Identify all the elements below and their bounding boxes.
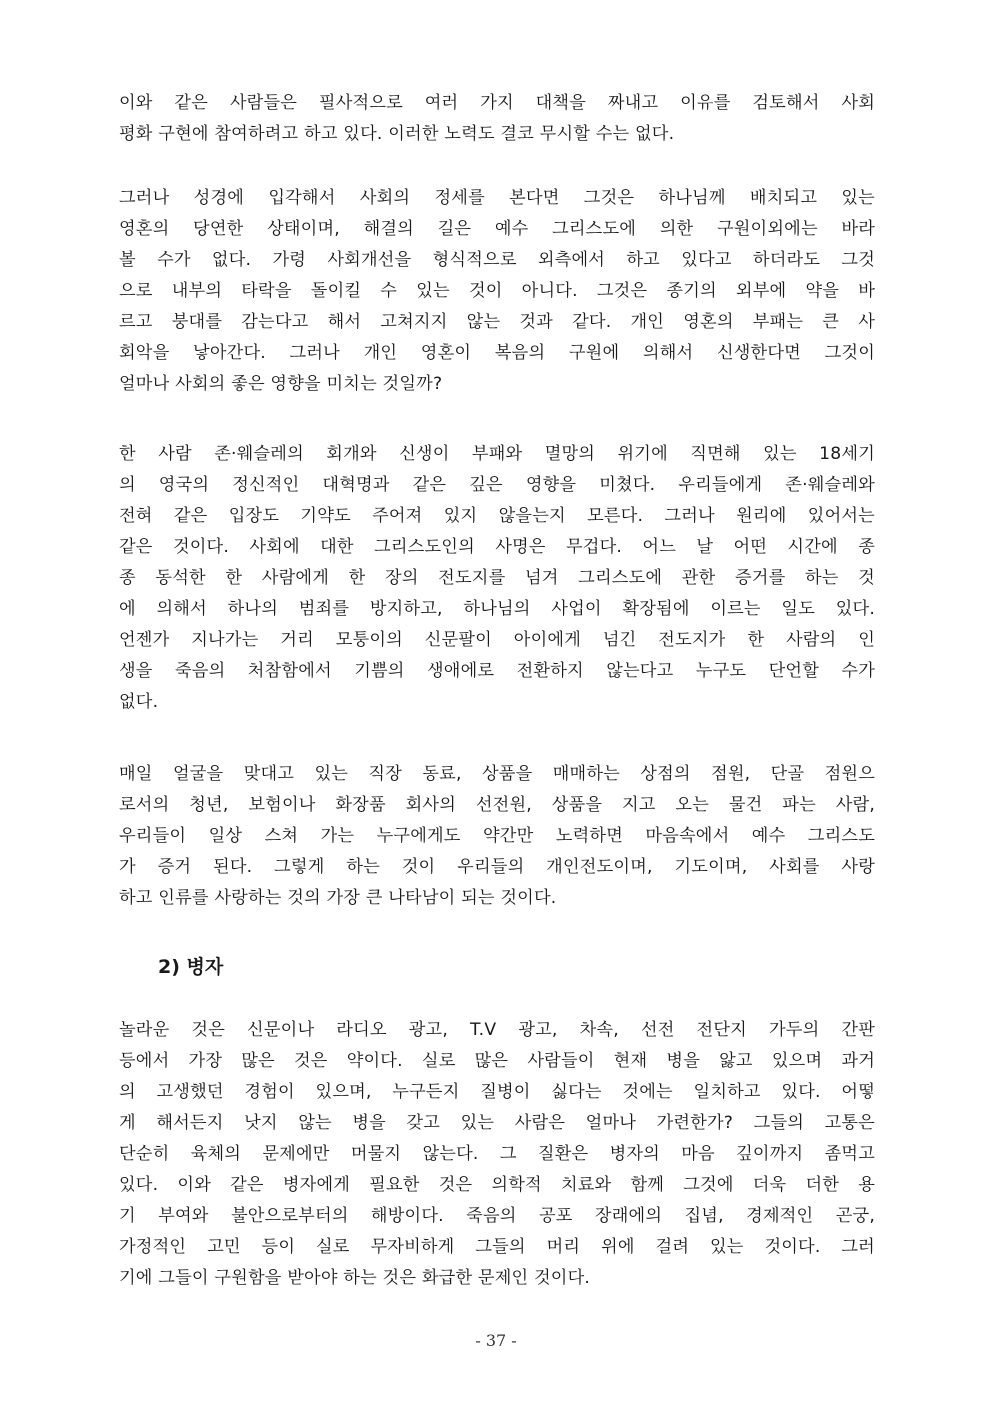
text-line: 르고 붕대를 감는다고 해서 고쳐지지 않는 것과 같다. 개인 영혼의 부패는 큰 사 [119,312,875,332]
text-line: 영혼의 당연한 상태이며, 해결의 길은 예수 그리스도에 의한 구원이외에는 바라 [119,219,875,239]
text-line: 생을 죽음의 처참함에서 기쁨의 생애에로 전환하지 않는다고 누구도 단언할 수가 [119,661,875,681]
paragraph-1 [119,88,875,150]
text-line: 한 사람 존·웨슬레의 회개와 신생이 부패와 멸망의 위기에 직면해 있는 18세기 [119,444,875,464]
text-line: 있다. 이와 같은 병자에게 필요한 것은 의학적 치료와 함께 그것에 더욱 더한 용 [119,1175,875,1195]
text-line: 게 해서든지 낫지 않는 병을 갖고 있는 사람은 얼마나 가련한가? 그들의 고통은 [119,1113,875,1133]
paragraph-4 [119,759,875,914]
text-line: 우리들이 일상 스쳐 가는 누구에게도 약간만 노력하면 마음속에서 예수 그리스도 [119,826,875,846]
text-line: 단순히 육체의 문제에만 머물지 않는다. 그 질환은 병자의 마음 깊이까지 좀먹고 [119,1144,876,1164]
text-line: 매일 얼굴을 맞대고 있는 직장 동료, 상품을 매매하는 상점의 점원, 단골 점원으 [119,764,875,784]
text-line: 얼마나 사회의 좋은 영향을 미치는 것일까? [119,374,443,394]
section-heading: 2) 병자 [158,956,224,978]
text-line: 기에 그들이 구원함을 받아야 하는 것은 화급한 문제인 것이다. [119,1268,591,1288]
text-line: 에 의해서 하나의 범죄를 방지하고, 하나님의 사업이 확장됨에 이르는 일도 있다. [119,599,875,619]
text-line: 같은 것이다. 사회에 대한 그리스도인의 사명은 무겁다. 어느 날 어떤 시간에 종 [119,537,875,557]
paragraph-3 [119,439,875,718]
text-line: 으로 내부의 타락을 돌이킬 수 있는 것이 아니다. 그것은 종기의 외부에 약을 바 [119,281,875,301]
text-line: 놀라운 것은 신문이나 라디오 광고, T.V 광고, 차속, 선전 전단지 가두의 간판 [119,1020,875,1040]
text-line: 가정적인 고민 등이 실로 무자비하게 그들의 머리 위에 걸려 있는 것이다. 그러 [119,1237,875,1257]
text-line: 이와 같은 사람들은 필사적으로 여러 가지 대책을 짜내고 이유를 검토해서 사회 [119,93,875,113]
text-line: 종 동석한 한 사람에게 한 장의 전도지를 넘겨 그리스도에 관한 증거를 하는 것 [119,568,875,588]
paragraph-5 [119,1015,875,1294]
text-line: 의 영국의 정신적인 대혁명과 같은 깊은 영향을 미쳤다. 우리들에게 존·웨슬레와 [119,475,875,495]
text-line: 그러나 성경에 입각해서 사회의 정세를 본다면 그것은 하나님께 배치되고 있는 [119,188,875,208]
text-line: 볼 수가 없다. 가령 사회개선을 형식적으로 외측에서 하고 있다고 하더라도 그것 [119,250,876,270]
text-line: 의 고생했던 경험이 있으며, 누구든지 질병이 싫다는 것에는 일치하고 있다. 어떻 [119,1082,875,1102]
text-line: 전혀 같은 입장도 기약도 주어져 있지 않을는지 모른다. 그러나 원리에 있어서는 [119,506,875,526]
text-line: 하고 인류를 사랑하는 것의 가장 큰 나타남이 되는 것이다. [119,888,557,908]
text-line: 등에서 가장 많은 것은 약이다. 실로 많은 사람들이 현재 병을 앓고 있으며 과거 [119,1051,875,1071]
text-line: 가 증거 된다. 그렇게 하는 것이 우리들의 개인전도이며, 기도이며, 사회를 사랑 [119,857,875,877]
paragraph-2 [119,183,875,400]
text-line: 언젠가 지나가는 거리 모퉁이의 신문팔이 아이에게 넘긴 전도지가 한 사람의 인 [119,630,875,650]
text-line: 없다. [119,692,159,712]
page-number: - 37 - [475,1331,517,1350]
text-line: 회악을 낳아간다. 그러나 개인 영혼이 복음의 구원에 의해서 신생한다면 그것이 [119,343,875,363]
text-line: 평화 구현에 참여하려고 하고 있다. 이러한 노력도 결코 무시할 수는 없다. [119,124,675,144]
text-line: 로서의 청년, 보험이나 화장품 회사의 선전원, 상품을 지고 오는 물건 파는 사람, [119,795,875,815]
text-line: 기 부여와 불안으로부터의 해방이다. 죽음의 공포 장래에의 집념, 경제적인 곤궁, [119,1206,875,1226]
